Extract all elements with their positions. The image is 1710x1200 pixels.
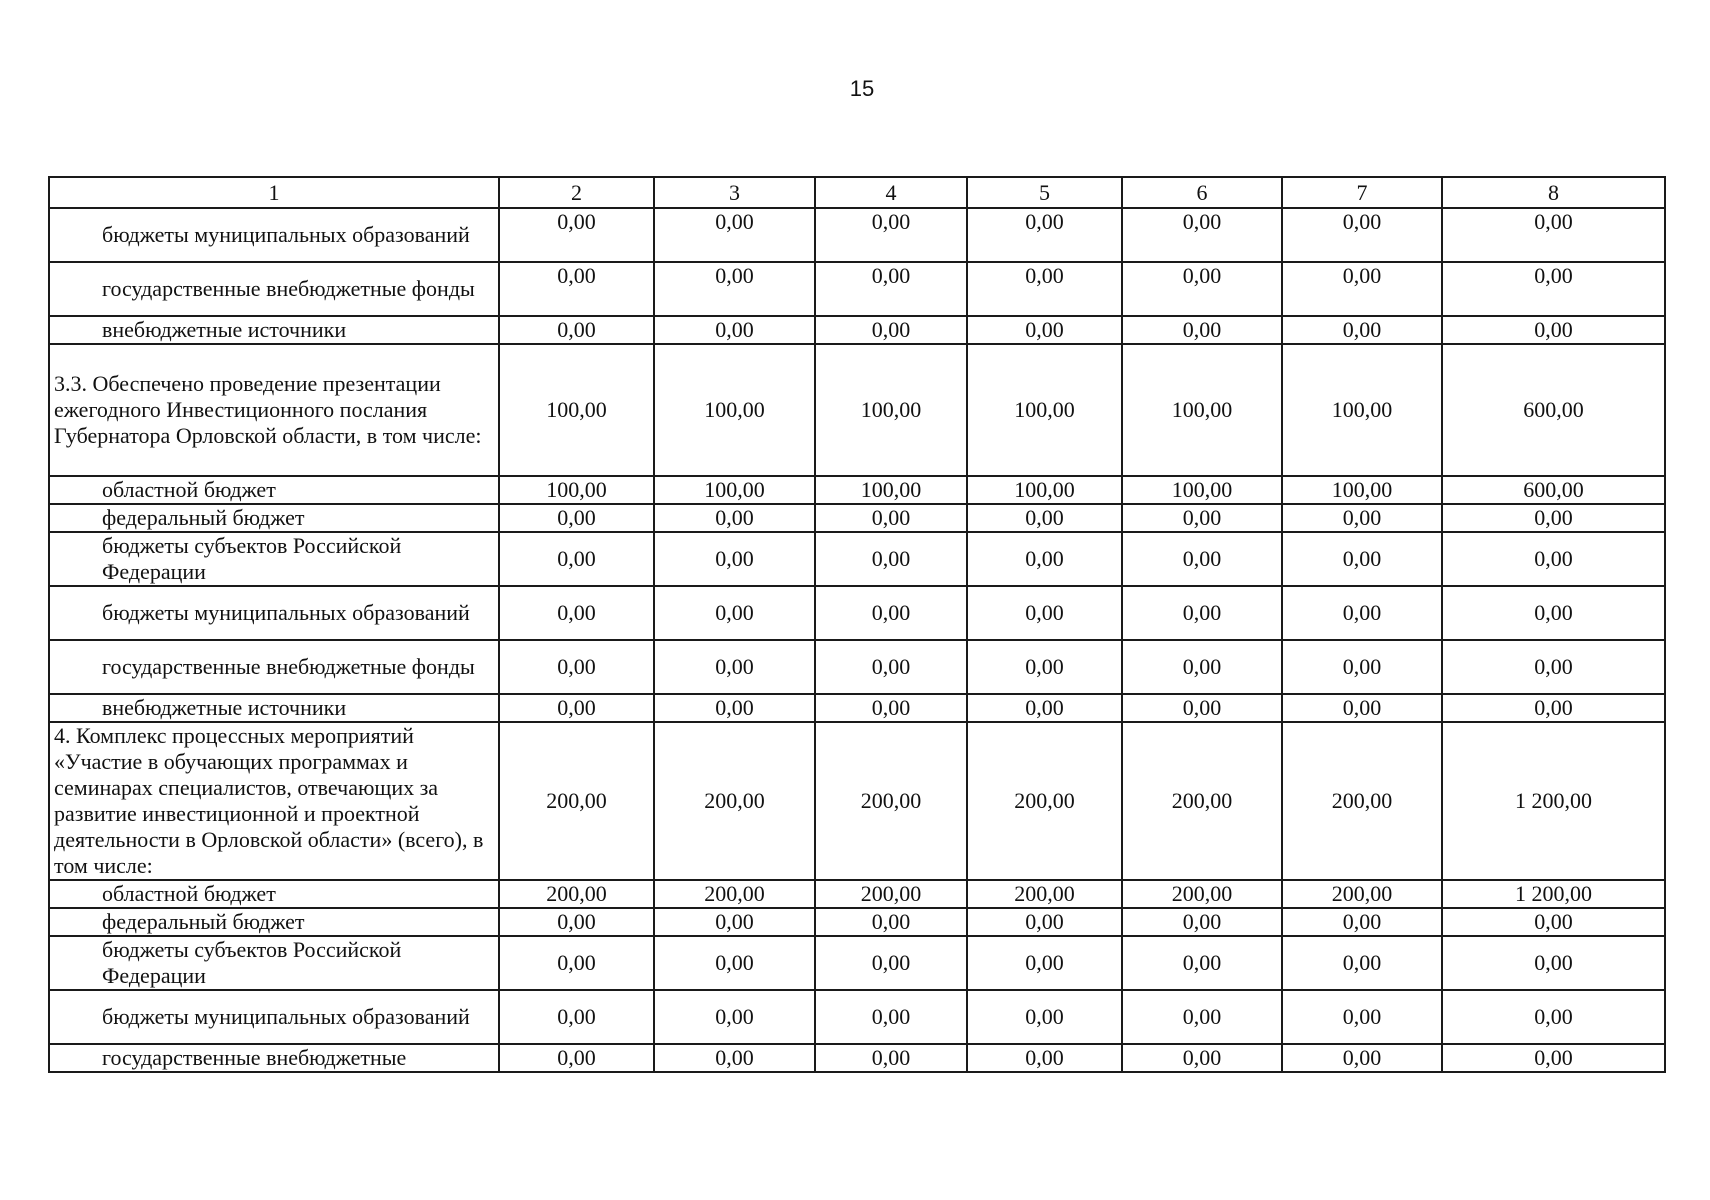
value-cell-col-6: 0,00 [1122,262,1282,316]
column-number-2: 2 [499,177,654,208]
column-number-4: 4 [815,177,967,208]
value-cell-col-2: 0,00 [499,694,654,722]
table-row [49,990,1665,1044]
column-number-1: 1 [49,177,499,208]
row-label: бюджеты субъектов Российской Федерации [49,936,499,990]
value-cell-col-5: 0,00 [967,640,1122,694]
value-cell-col-5: 100,00 [967,344,1122,476]
table-row [49,504,1665,532]
value-cell-col-3: 0,00 [654,532,815,586]
value-cell-col-3: 0,00 [654,316,815,344]
table-row [49,476,1665,504]
value-cell-col-4: 0,00 [815,532,967,586]
value-cell-col-2: 100,00 [499,344,654,476]
value-cell-col-5: 0,00 [967,262,1122,316]
value-cell-col-5: 200,00 [967,722,1122,880]
column-number-3: 3 [654,177,815,208]
value-cell-col-7: 0,00 [1282,532,1442,586]
value-cell-col-5: 200,00 [967,880,1122,908]
column-number-6: 6 [1122,177,1282,208]
value-cell-col-3: 100,00 [654,344,815,476]
value-cell-col-3: 0,00 [654,908,815,936]
value-cell-col-7: 0,00 [1282,316,1442,344]
value-cell-col-5: 0,00 [967,532,1122,586]
value-cell-col-6: 0,00 [1122,990,1282,1044]
row-label: государственные внебюджетные [49,1044,499,1072]
value-cell-col-6: 0,00 [1122,208,1282,262]
table-row [49,694,1665,722]
table-row [49,908,1665,936]
value-cell-col-8: 0,00 [1442,990,1665,1044]
value-cell-col-6: 0,00 [1122,936,1282,990]
row-label: государственные внебюджетные фонды [49,262,499,316]
value-cell-col-2: 200,00 [499,722,654,880]
value-cell-col-6: 100,00 [1122,344,1282,476]
budget-table [48,176,1666,1073]
table-row [49,208,1665,262]
value-cell-col-5: 0,00 [967,316,1122,344]
value-cell-col-2: 0,00 [499,990,654,1044]
value-cell-col-7: 100,00 [1282,476,1442,504]
value-cell-col-2: 0,00 [499,208,654,262]
value-cell-col-2: 100,00 [499,476,654,504]
value-cell-col-3: 0,00 [654,1044,815,1072]
value-cell-col-4: 0,00 [815,640,967,694]
value-cell-col-3: 0,00 [654,586,815,640]
row-label: 4. Комплекс процессных мероприятий «Участие в обучающих программах и семинарах специалистов, отвечающих за развитие инвестиционной и проектной деятельности в Орловской области» (всего), в том числе: [49,722,499,880]
value-cell-col-8: 0,00 [1442,532,1665,586]
value-cell-col-8: 1 200,00 [1442,880,1665,908]
value-cell-col-4: 0,00 [815,936,967,990]
value-cell-col-6: 100,00 [1122,476,1282,504]
column-number-7: 7 [1282,177,1442,208]
value-cell-col-6: 0,00 [1122,1044,1282,1072]
value-cell-col-6: 200,00 [1122,880,1282,908]
value-cell-col-3: 100,00 [654,476,815,504]
value-cell-col-8: 1 200,00 [1442,722,1665,880]
column-number-5: 5 [967,177,1122,208]
value-cell-col-3: 0,00 [654,936,815,990]
table-row [49,640,1665,694]
value-cell-col-8: 0,00 [1442,316,1665,344]
page-number: 15 [849,76,875,101]
value-cell-col-3: 200,00 [654,722,815,880]
value-cell-col-4: 200,00 [815,880,967,908]
row-label: внебюджетные источники [49,316,499,344]
value-cell-col-8: 0,00 [1442,936,1665,990]
value-cell-col-5: 0,00 [967,1044,1122,1072]
value-cell-col-8: 0,00 [1442,504,1665,532]
value-cell-col-6: 0,00 [1122,908,1282,936]
value-cell-col-4: 0,00 [815,694,967,722]
value-cell-col-2: 0,00 [499,1044,654,1072]
value-cell-col-2: 200,00 [499,880,654,908]
value-cell-col-4: 200,00 [815,722,967,880]
value-cell-col-3: 0,00 [654,262,815,316]
value-cell-col-4: 0,00 [815,990,967,1044]
value-cell-col-5: 0,00 [967,694,1122,722]
row-label: бюджеты муниципальных образований [49,208,499,262]
value-cell-col-4: 0,00 [815,586,967,640]
value-cell-col-7: 0,00 [1282,908,1442,936]
value-cell-col-8: 0,00 [1442,640,1665,694]
value-cell-col-7: 200,00 [1282,722,1442,880]
value-cell-col-6: 0,00 [1122,586,1282,640]
value-cell-col-4: 0,00 [815,316,967,344]
table-row [49,936,1665,990]
row-label: областной бюджет [49,476,499,504]
value-cell-col-5: 0,00 [967,990,1122,1044]
value-cell-col-8: 0,00 [1442,262,1665,316]
value-cell-col-5: 0,00 [967,586,1122,640]
value-cell-col-8: 0,00 [1442,694,1665,722]
row-label: федеральный бюджет [49,908,499,936]
value-cell-col-8: 600,00 [1442,476,1665,504]
row-label: внебюджетные источники [49,694,499,722]
value-cell-col-4: 0,00 [815,262,967,316]
row-label: областной бюджет [49,880,499,908]
value-cell-col-7: 0,00 [1282,208,1442,262]
value-cell-col-5: 100,00 [967,476,1122,504]
value-cell-col-7: 0,00 [1282,504,1442,532]
value-cell-col-6: 0,00 [1122,316,1282,344]
value-cell-col-5: 0,00 [967,504,1122,532]
table-row [49,722,1665,880]
value-cell-col-5: 0,00 [967,908,1122,936]
value-cell-col-7: 0,00 [1282,1044,1442,1072]
value-cell-col-4: 100,00 [815,476,967,504]
value-cell-col-4: 0,00 [815,504,967,532]
value-cell-col-4: 0,00 [815,908,967,936]
value-cell-col-6: 0,00 [1122,640,1282,694]
value-cell-col-7: 0,00 [1282,990,1442,1044]
value-cell-col-3: 200,00 [654,880,815,908]
value-cell-col-6: 0,00 [1122,504,1282,532]
column-number-row [49,177,1665,208]
row-label: 3.3. Обеспечено проведение презентации ежегодного Инвестиционного послания Губернатора Орловской области, в том числе: [49,344,499,476]
value-cell-col-6: 0,00 [1122,532,1282,586]
value-cell-col-8: 0,00 [1442,208,1665,262]
value-cell-col-7: 0,00 [1282,586,1442,640]
value-cell-col-7: 0,00 [1282,262,1442,316]
value-cell-col-3: 0,00 [654,504,815,532]
value-cell-col-3: 0,00 [654,694,815,722]
table-row [49,586,1665,640]
value-cell-col-8: 600,00 [1442,344,1665,476]
value-cell-col-4: 0,00 [815,208,967,262]
value-cell-col-7: 0,00 [1282,694,1442,722]
table-row [49,532,1665,586]
row-label: бюджеты муниципальных образований [49,990,499,1044]
value-cell-col-2: 0,00 [499,532,654,586]
table-row [49,1044,1665,1072]
value-cell-col-2: 0,00 [499,936,654,990]
value-cell-col-4: 0,00 [815,1044,967,1072]
value-cell-col-3: 0,00 [654,990,815,1044]
table-row [49,880,1665,908]
value-cell-col-3: 0,00 [654,640,815,694]
value-cell-col-5: 0,00 [967,936,1122,990]
table-row [49,262,1665,316]
value-cell-col-7: 0,00 [1282,936,1442,990]
value-cell-col-2: 0,00 [499,262,654,316]
value-cell-col-8: 0,00 [1442,586,1665,640]
row-label: бюджеты субъектов Российской Федерации [49,532,499,586]
value-cell-col-2: 0,00 [499,316,654,344]
value-cell-col-8: 0,00 [1442,1044,1665,1072]
table-body [49,177,1665,1072]
value-cell-col-7: 0,00 [1282,640,1442,694]
value-cell-col-2: 0,00 [499,640,654,694]
column-number-8: 8 [1442,177,1665,208]
value-cell-col-2: 0,00 [499,586,654,640]
row-label: бюджеты муниципальных образований [49,586,499,640]
value-cell-col-6: 0,00 [1122,694,1282,722]
value-cell-col-2: 0,00 [499,908,654,936]
value-cell-col-6: 200,00 [1122,722,1282,880]
value-cell-col-7: 100,00 [1282,344,1442,476]
value-cell-col-4: 100,00 [815,344,967,476]
row-label: государственные внебюджетные фонды [49,640,499,694]
table-row [49,316,1665,344]
value-cell-col-7: 200,00 [1282,880,1442,908]
value-cell-col-3: 0,00 [654,208,815,262]
row-label: федеральный бюджет [49,504,499,532]
value-cell-col-2: 0,00 [499,504,654,532]
value-cell-col-5: 0,00 [967,208,1122,262]
table-row [49,344,1665,476]
value-cell-col-8: 0,00 [1442,908,1665,936]
